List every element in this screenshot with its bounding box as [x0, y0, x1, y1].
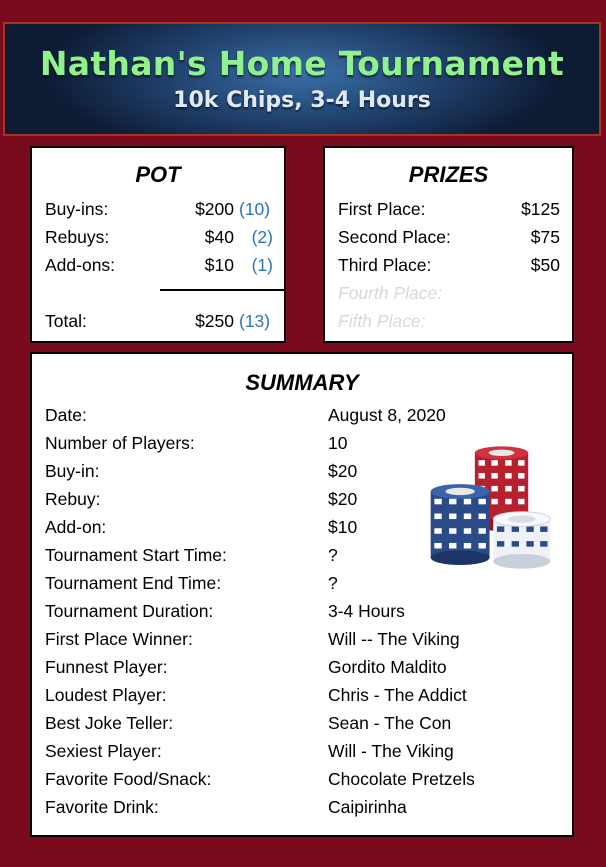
summary-row-label: First Place Winner: [45, 629, 193, 649]
summary-row-label: Rebuy: [45, 489, 101, 509]
prize-row-label: Fifth Place: [338, 311, 426, 331]
summary-row-label: Loudest Player: [45, 685, 167, 705]
summary-row-label: Tournament End Time: [45, 573, 222, 593]
summary-row-value: 3-4 Hours [328, 601, 405, 621]
prize-row-label: Second Place: [338, 227, 451, 247]
blue-chip-stack [431, 484, 490, 565]
pot-row-label: Rebuys: [45, 227, 110, 247]
summary-row-value: $20 [328, 461, 358, 481]
summary-row-label: Date: [45, 405, 87, 425]
pot-panel [30, 146, 286, 343]
pot-row-label: Buy-ins: [45, 199, 109, 219]
prizes-heading: PRIZES [408, 162, 489, 187]
pot-row-count: (1) [251, 255, 273, 275]
prize-row-label: Third Place: [338, 255, 432, 275]
summary-row-label: Number of Players: [45, 433, 195, 453]
summary-row-label: Favorite Food/Snack: [45, 769, 212, 789]
page-title: Nathan's Home Tournament [39, 44, 565, 83]
pot-heading: POT [135, 162, 181, 187]
summary-panel [30, 352, 574, 837]
pot-row [45, 255, 115, 276]
summary-row-value: $20 [328, 489, 358, 509]
header-banner [3, 22, 601, 136]
summary-row-value: 10 [328, 433, 348, 453]
prize-row-amount: $125 [521, 199, 560, 219]
pot-row [45, 227, 109, 248]
summary-row-value: Sean - The Con [328, 713, 452, 733]
summary-row-value: ? [328, 573, 338, 593]
prize-row-amount: $75 [530, 227, 560, 247]
pot-total-count: (13) [239, 311, 271, 331]
prize-row-label: Fourth Place: [338, 283, 443, 303]
summary-row-value: Chris - The Addict [328, 685, 467, 705]
page-subtitle: 10k Chips, 3-4 Hours [173, 88, 431, 113]
prize-row-amount: $50 [530, 255, 560, 275]
summary-row-label: Favorite Drink: [45, 797, 159, 817]
summary-row-value: ? [328, 545, 338, 565]
pot-row-amount: $200 [195, 199, 234, 219]
pot-total-amount: $250 [195, 311, 234, 331]
summary-row-label: Best Joke Teller: [45, 713, 174, 733]
summary-row-label: Tournament Duration: [45, 601, 214, 621]
summary-row-value: Chocolate Pretzels [328, 769, 475, 789]
summary-row-value: August 8, 2020 [328, 405, 446, 425]
pot-row-count: (2) [251, 227, 273, 247]
summary-row-label: Sexiest Player: [45, 741, 162, 761]
pot-row-amount: $40 [204, 227, 234, 247]
poker-chips-image [427, 440, 565, 576]
pot-total-label: Total: [45, 311, 87, 331]
white-chip-stack [493, 512, 550, 569]
summary-row-value: Gordito Maldito [328, 657, 447, 677]
pot-total-divider [160, 289, 284, 291]
prizes-panel [323, 146, 574, 343]
pot-row-amount: $10 [204, 255, 234, 275]
summary-row-label: Buy-in: [45, 461, 100, 481]
summary-row-value: $10 [328, 517, 358, 537]
summary-row-value: Will - The Viking [328, 741, 454, 761]
pot-row [45, 199, 108, 220]
pot-row-count: (10) [239, 199, 271, 219]
summary-row-label: Tournament Start Time: [45, 545, 227, 565]
summary-row-label: Funnest Player: [45, 657, 168, 677]
summary-row-value: Will -- The Viking [328, 629, 460, 649]
prize-row-label: First Place: [338, 199, 426, 219]
pot-row-label: Add-ons: [45, 255, 116, 275]
summary-row-value: Caipirinha [328, 797, 407, 817]
summary-row-label: Add-on: [45, 517, 107, 537]
summary-heading: SUMMARY [245, 370, 359, 395]
